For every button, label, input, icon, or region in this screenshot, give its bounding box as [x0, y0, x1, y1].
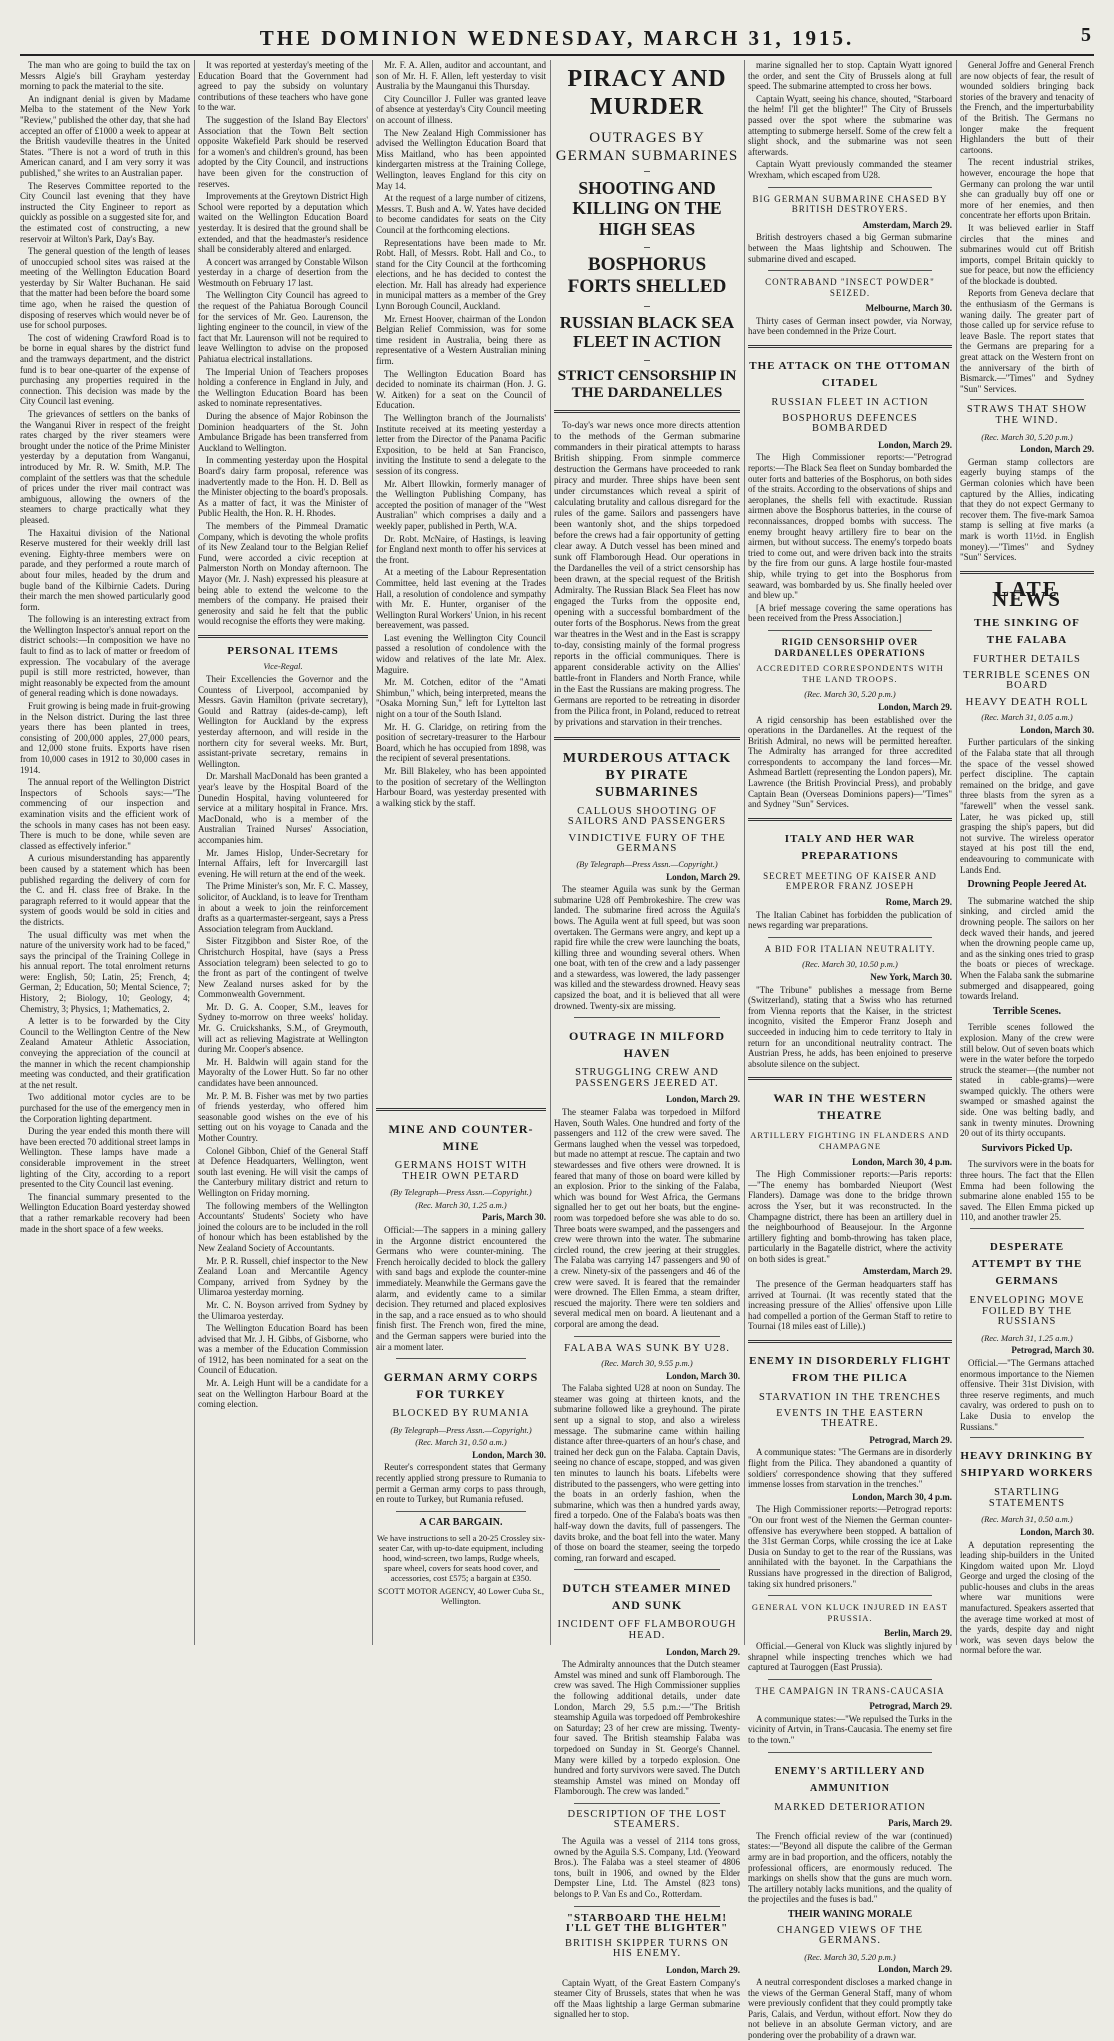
- column-divider: [956, 60, 957, 1645]
- news-paragraph: "The Tribune" publishes a message from Berne (Switzerland), stating that a Swiss who has returned from Vienna reports that the Kaiser, in the strictest incognito, visited the Emperor Franz Joseph and succeeded in inducing him to cede territory to Italy in return for an unconditional neutrality contract. The Austrian Press, he adds, has been enjoined to preserve absolute silence on the subject.: [748, 984, 952, 1069]
- divider: [748, 1077, 952, 1080]
- news-paragraph: Fruit growing is being made in fruit-growing in the Nelson district. During the last three years there has been planted in trees, consisting of 200,000 apples, 27,000 pears, and 12,000 stone fruits. Exports have risen from 10,000 cases in 1912 to 30,000 cases in 1914.: [20, 701, 190, 775]
- dateline: Petrograd, March 30.: [1011, 1345, 1094, 1356]
- received-line: (Rec. March 31, 0.50 a.m.): [415, 1437, 507, 1448]
- news-paragraph: A neutral correspondent discloses a marked change in the views of the German General Staff, many of whom were previously confident that they could promptly take Paris, Calais, and Verdun, without effort. Now they do not believe in an absolute German victory, and are pondering over the probability of a drawn war.: [748, 1976, 952, 2040]
- dateline: London, March 30.: [1020, 724, 1094, 735]
- news-paragraph: Mr. F. A. Allen, auditor and accountant, and son of Mr. H. F. Allen, left yesterday to visit Australia by the Maunganui this Thursday.: [376, 60, 546, 92]
- news-paragraph: Thirty cases of German insect powder, via Norway, have been condemned in the Prize Court.: [748, 315, 952, 337]
- divider: [574, 1803, 720, 1804]
- turkey-headline: GERMAN ARMY CORPS FOR TURKEY: [383, 1370, 539, 1402]
- dateline: Amsterdam, March 29.: [862, 219, 952, 230]
- story-headline: BIG GERMAN SUBMARINE CHASED BY BRITISH DESTROYERS.: [752, 193, 948, 215]
- news-paragraph: Their Excellencies the Governor and the Countess of Liverpool, accompanied by Messrs. Gavin Hamilton (private secretary), Gould and Rattray (aides-de-camp), left Wellington for Auckland by the express yesterday afternoon, and will reside in the northern city for several weeks. Mr. Burt, assistant-private secretary, remains in Wellington.: [198, 674, 368, 769]
- news-paragraph: A curious misunderstanding has apparently been caused by a statement which has been published regarding the delivery of corn for the C. and H. class free of Brake. In the paragraph referred to it would appear that the system of goods would be sold in cities and the districts.: [20, 853, 190, 927]
- story-subheadline: EVENTS IN THE EASTERN THEATRE.: [776, 1407, 924, 1430]
- news-paragraph: Mr. H. G. Claridge, on retiring from the position of secretary-treasurer to the Harbour Board, which he has occupied from 1898, was the recipient of several presentations.: [376, 721, 546, 764]
- subsection-heading: Drowning People Jeered At.: [967, 879, 1087, 891]
- dateline: London, March 30, 4 p.m.: [852, 1156, 952, 1167]
- news-paragraph: Mr. A. Leigh Hunt will be a candidate for a seat on the Wellington Harbour Board at the coming election.: [198, 1378, 368, 1410]
- story-headline: THE ATTACK ON THE OTTOMAN CITADEL: [749, 360, 951, 390]
- news-paragraph: The man who are going to build the tax on Messrs Algie's bill Grayham yesterday morning to pack the material to the site.: [20, 60, 190, 92]
- news-paragraph: Mr. P. R. Russell, chief inspector to the New Zealand Loan and Mercantile Agency Company, arrived from Sydney by the Ulimaroa yesterday morning.: [198, 1255, 368, 1298]
- story-subheadline: CALLOUS SHOOTING OF SAILORS AND PASSENGERS: [567, 805, 727, 828]
- news-paragraph: Sister Fitzgibbon and Sister Roe, of the Christchurch Hospital, have (says a Press Association telegram) been selected to go to the front as part of the contingent of twelve New Zealand nurses asked for by the Commonwealth Government.: [198, 936, 368, 1000]
- story-subheadline: SECRET MEETING OF KAISER AND EMPEROR FRANZ JOSEPH: [763, 870, 937, 892]
- news-paragraph: The suggestion of the Island Bay Electors' Association that the Town Belt section opposite Wakefield Park should be reserved for a women's and children's ground, has been adopted by the City Council, and instructions have been given for the construction of reserves.: [198, 114, 368, 189]
- received-line: (Rec. March 31, 1.25 a.m.): [981, 1332, 1073, 1343]
- dateline: Berlin, March 29.: [884, 1628, 952, 1639]
- divider: [768, 630, 932, 631]
- news-paragraph: The steamer Aguila was sunk by the German submarine U28 off Pembrokeshire. The crew was landed. The submarine fired across the Aguila's bows. The Aguila went at full speed, but was soon overtaken. The Germans were angry, and kept up a rapid fire while the crew were launching the boats, killing three and wounding several others. When one boat, with ten of the crew and a lady passenger and a stewardess, was lowered, the lady passenger was killed and the stewardess drowned. Heavy seas capsized the boat, and it is believed that all were drowned. Twenty-six are missing.: [554, 884, 740, 1011]
- news-paragraph: The High Commissioner reports:—Paris reports:—"The enemy has bombarded Nieuport (West Flanders). Damage was done to the bridge thrown across the Yser, but it was reconstructed. In the Champagne district, there has been an artillery duel in the neighbourhood of Beausejour. In the Argonne artillery fighting and bomb-throwing has taken place, particularly in the Bagatelle district, where the activity on both sides is great.": [748, 1169, 952, 1264]
- credit-line: (By Telegraph—Press Assn.—Copyright.): [576, 858, 718, 869]
- story-subheadline: RUSSIAN FLEET IN ACTION: [771, 397, 929, 409]
- dateline: Melbourne, March 30.: [865, 303, 952, 314]
- dateline: London, March 30, 4 p.m.: [852, 1491, 952, 1502]
- news-paragraph: An indignant denial is given by Madame Melba to the statement of the New York "Review," published the other day, that she had accepted an offer of £1000 a week to appear at the British vaudeville theatres in the United States. "There is not a word of truth in this American canard, and I am very sorry it was published," she writes to an Australian paper.: [20, 93, 190, 178]
- story-headline: OUTRAGE IN MILFORD HAVEN: [568, 1029, 725, 1061]
- dateline: London, March 29.: [878, 1964, 952, 1975]
- news-paragraph: The Wellington City Council has agreed to the request of the Pahiatua Borough Council for the services of Mr. Geo. Laurenson, the lighting engineer to the council, in view of the fact that Mr. Laurenson will not be required to leave Wellington to advise on the proposed Pahiatua electrical installations.: [198, 290, 368, 365]
- news-paragraph: Mr. M. Cotchen, editor of the "Amati Shimbun," which, being interpreted, means the "Osaka Morning Sun," left for Lyttelton last night on a tour of the South Island.: [376, 677, 546, 720]
- section-rule: [198, 635, 368, 638]
- section-rule: [376, 1108, 546, 1111]
- received-line: (Rec. March 31, 0.50 a.m.): [981, 1514, 1073, 1525]
- dateline: London, March 29.: [666, 1094, 740, 1105]
- news-paragraph: The Italian Cabinet has forbidden the publication of news regarding war preparations.: [748, 909, 952, 931]
- news-paragraph: Mr. Ernest Hoover, chairman of the London Belgian Relief Commission, was for some time resident in Australia, being there as representative of a Western Australian mining firm.: [376, 313, 546, 367]
- headline-deck: RUSSIAN BLACK SEA FLEET IN ACTION: [559, 313, 735, 352]
- column-divider: [372, 60, 373, 1645]
- story-subheadline: ACCREDITED CORRESPONDENTS WITH THE LAND TROOPS.: [756, 663, 944, 684]
- mine-headline: MINE AND COUNTER-MINE: [388, 1122, 534, 1153]
- news-paragraph: City Councillor J. Fuller was granted leave of absence at yesterday's City Council meeting on account of illness.: [376, 93, 546, 125]
- turkey-subheadline: BLOCKED BY RUMANIA: [392, 1408, 530, 1420]
- news-paragraph: The High Commissioner reports:—Petrograd reports: "On our front west of the Niemen the German counter-offensive has everywhere been stopped. A battalion of the 31st German Corps, while crossing the ice at Lake Dusia on Sunday to get to the rear of the Russians, was annihilated with the bayonet. In the Carpathians the Russians have progressed in the direction of Baligrod, taking six hundred prisoners.": [748, 1504, 952, 1589]
- news-paragraph: Mr. James Hislop, Under-Secretary for Internal Affairs, left for Invercargill last evening. He will return at the end of the week.: [198, 847, 368, 879]
- subsection-label: Vice-Regal.: [263, 661, 303, 672]
- news-paragraph: Captain Wyatt, of the Great Eastern Company's steamer City of Brussels, states that when he was off the Maas lightship a large German submarine signalled her to stop.: [554, 1977, 740, 2020]
- news-paragraph: The members of the Pimmeal Dramatic Company, which is devoting the whole profits of its New Zealand tour to the Belgian Relief Fund, were accorded a civic reception at Palmerston North on Monday afternoon. The Mayor (Mr. J. Nash) expressed his pleasure at being able to extend the welcome to the members of the company. He praised their generosity and said he felt that the public would recognise the efforts they were making.: [198, 520, 368, 627]
- subsection-heading: THEIR WANING MORALE: [787, 1909, 913, 1920]
- divider: [768, 937, 932, 938]
- story-headline: THE CAMPAIGN IN TRANS-CAUCASIA: [755, 1685, 945, 1696]
- credit-line: (By Telegraph—Press Assn.—Copyright.): [390, 1424, 532, 1435]
- story-headline: ITALY AND HER WAR PREPARATIONS: [784, 832, 916, 862]
- dateline: London, March 29.: [666, 1965, 740, 1975]
- news-paragraph: The Aguila was a vessel of 2114 tons gross, owned by the Aguila S.S. Company, Ltd. (Yeoward Bros.). The Falaba was a steel steamer of 4806 tons, built in 1906, and owned by the Elder Dempster Line, Ltd. The Amstel (823 tons) belongs to P. Van Es and Co., Rotterdam.: [554, 1836, 740, 1900]
- received-line: (Rec. March 30, 1.25 a.m.): [415, 1199, 507, 1210]
- section-rule: [554, 410, 740, 413]
- news-paragraph: The general question of the length of leases of unoccupied school sites was raised at the meeting of the Wellington Education Board yesterday by Sir Walter Buchanan. He said that the matter had been before the board some time ago, when he raised the question of disposing of reserves which would never be of use for school purposes.: [20, 246, 190, 331]
- divider: [768, 1595, 932, 1596]
- divider: [748, 818, 952, 821]
- news-paragraph: Mr. Albert Illowkin, formerly manager of the Wellington Publishing Company, has accepted the position of manager of the "West Australian" which comprises a daily and a weekly paper, published in Perth, W.A.: [376, 478, 546, 531]
- section-rule: [554, 737, 740, 740]
- news-paragraph: The following members of the Wellington Accountants' Students' Society who have joined the colours are to be included in the roll of honour which has been established by the New Zealand Society of Accountants.: [198, 1200, 368, 1253]
- story-subheadline: BOSPHORUS DEFENCES BOMBARDED: [782, 412, 918, 435]
- story-subheadline: STARVATION IN THE TRENCHES: [758, 1392, 942, 1404]
- dateline: Petrograd, March 29.: [869, 1701, 952, 1712]
- story-subheadline: STARTLING STATEMENTS: [988, 1487, 1066, 1509]
- personal-items-heading: PERSONAL ITEMS: [227, 644, 339, 657]
- column-divider: [194, 60, 195, 1645]
- news-paragraph: Reports from Geneva declare that the enthusiasm of the Germans is waning daily. The greater part of those called up for service refuse to leave Basle. The report states that the Germans are preparing for a great attack on the Western front on the anniversary of the birth of Bismarck.—"Times" and Sydney "Sun" Services.: [960, 288, 1094, 394]
- divider: [644, 360, 650, 361]
- story-subheadline: FURTHER DETAILS: [973, 653, 1081, 665]
- divider: [748, 345, 952, 348]
- story-headline: WAR IN THE WESTERN THEATRE: [773, 1091, 927, 1123]
- dateline: London, March 29.: [878, 701, 952, 712]
- page-number: 5: [1081, 24, 1094, 46]
- late-news-banner: LATE NEWS: [992, 576, 1062, 612]
- divider: [644, 306, 650, 307]
- dateline: London, March 30.: [666, 1370, 740, 1381]
- masthead: [20, 26, 1094, 51]
- story-headline: A BID FOR ITALIAN NEUTRALITY.: [764, 943, 936, 954]
- lead-paragraph: To-day's war news once more directs attention to the methods of the German submarine commanders in their piratical attempts to harass British shipping. From sinmple commerce destruction the Germans have proceeded to rank piracy and murder. Three ships have been sent under circumstances which reveal a spirit of calculating brutality and callous disregard for the rules of the game. Sailors and passengers have been wantonly shot, and the ships torpedoed before the crews had a fair opportunity of getting clear away. A Dutch vessel has been mined and sunk off Flamborough Head. Our operations in the Dardanelles the veil of a strict censorship has been drawn, at the special request of the British Admiralty. The Russian Black Sea Fleet has now engaged the Turks from the opposite end, opening with a successful bombardment of the outer forts of the Bosphorus. News from the great war theatres in the West and in the East is scrappy to-day, consisting mainly of the formal progress reports in the official communiques. There is apparent considerable activity on the Allies' battle-front in Flanders and North France, while in the East the Russians are making progress. The Germans are reported to be retreating in disorder from the Pilica front, in Poland, reduced to retreat by privations and starvation in their trenches.: [554, 420, 740, 728]
- news-paragraph: Captain Wyatt previously commanded the steamer Wrexham, which escaped from U28.: [748, 159, 952, 180]
- news-paragraph: Official:—The sappers in a mining gallery in the Argonne district encountered the Germans who were counter-mining. The French heroically decided to block the gallery with sand bags and explode the counter-mine immediately. Meanwhile the Germans gave the alarm, and evidently came to a similar decision. They returned and placed explosives in the sap, and a race ensued as to who should finish first. The French won, fired the mine, and the German sappers were buried into the air a moment later.: [376, 1224, 546, 1352]
- news-paragraph: The recent industrial strikes, however, encourage the hope that Germany can prolong the war until she can gradually buy off one or more of her enemies, and then concentrate her efforts upon Britain.: [960, 157, 1094, 221]
- story-headline: CONTRABAND "INSECT POWDER" SEIZED.: [765, 277, 935, 298]
- news-paragraph: A rigid censorship has been established over the operations in the Dardanelles. At the request of the British Admiral, no news will be permitted hereafter. The Admiralty has arranged for three accredited correspondents to accompany the land forces—Mr. Ashmead Bartlett (representing the London papers), Mr. Lawrence (the British Provincial Press), and probably Captain Bean (Overseas Dominions papers)—"Times" and Sydney "Sun" Services.: [748, 714, 952, 810]
- news-paragraph: Dr. Robt. McNaire, of Hastings, is leaving for England next month to offer his services at the front.: [376, 533, 546, 565]
- divider: [768, 1752, 932, 1753]
- dateline: London, March 30.: [472, 1449, 546, 1460]
- divider: [396, 1358, 526, 1359]
- dateline: London, March 29.: [878, 439, 952, 450]
- column-2: [198, 60, 368, 1645]
- story-headline: MURDEROUS ATTACK BY PIRATE SUBMARINES: [562, 750, 732, 800]
- story-headline: THE SINKING OF THE FALABA: [974, 616, 1080, 646]
- news-paragraph: The New Zealand High Commissioner has advised the Wellington Education Board that Miss Maitland, who has been appointed kindergarten mistress at the Training College, Wellington, leaves England for this city on May 14.: [376, 127, 546, 191]
- headline-deck: BOSPHORUS FORTS SHELLED: [567, 253, 727, 297]
- received-line: (Rec. March 30, 5.20 p.m.): [981, 431, 1073, 442]
- news-paragraph: Mr. C. N. Boyson arrived from Sydney by the Ulimaroa yesterday.: [198, 1299, 368, 1321]
- story-headline: ENEMY'S ARTILLERY AND AMMUNITION: [774, 1765, 926, 1794]
- masthead-rule: [20, 54, 1094, 56]
- divider: [970, 1228, 1084, 1229]
- advert-headline: A CAR BARGAIN.: [419, 1516, 503, 1528]
- divider: [768, 187, 932, 188]
- divider: [768, 1679, 932, 1680]
- news-paragraph: The survivors were in the boats for three hours. The fact that the Ellen Emma had been following the submarine alone enabled 155 to be saved. The Ellen Emma picked up 110, and another trawler 25.: [960, 1159, 1094, 1223]
- story-subheadline: BRITISH SKIPPER TURNS ON HIS ENEMY.: [564, 1937, 730, 1960]
- news-paragraph: The usual difficulty was met when the nature of the university work had to be faced," says the principal of the Training College in his annual report. The total enrolment returns were: English, 50; Latin, 25; French, 4; German, 2; Education, 50; Mental Science, 7; History, 2; Biology, 10; Geology, 4; Chemistry, 3; Physics, 1; Mathematics, 2.: [20, 929, 190, 1014]
- news-paragraph: Dr. Marshall MacDonald has been granted a year's leave by the Hospital Board of the Dunedin Hospital, having volunteered for service at a military hospital in France. Mrs. MacDonald, who is a member of the Australian Trained Nurses' Association, accompanies him.: [198, 771, 368, 845]
- news-paragraph: The Imperial Union of Teachers proposes holding a conference in England in July, and the Wellington Education Board has been asked to nominate representatives.: [198, 366, 368, 409]
- column-divider: [744, 60, 745, 1645]
- divider: [768, 270, 932, 271]
- news-paragraph: The Falaba sighted U28 at noon on Sunday. The steamer was going at thirteen knots, and the submarine followed like a greyhound. The pirate sent up a signal to stop, and also a wireless message. The submarine came within hailing distance after three-quarters of an hour's chase, and trained her deck gun on the Falaba. Captain Davis, seeing no chance of escape, stopped, and was given ten minutes to launch his boats. Lifebelts were distributed to the passengers, who were getting into the boats in an orderly fashion, when the submarine, which was then a hundred yards away, fired a torpedo. One of the Falaba's boats was then half-way down the davits, full of passengers. The davits broke, and the boat fell into the water. Many of those on board the steamer, seeing the torpedo coming, ran forward and escaped.: [554, 1383, 740, 1563]
- news-paragraph: Last evening the Wellington City Council passed a resolution of condolence with the widow and relatives of the late Mr. Alex. Maguire.: [376, 632, 546, 675]
- divider: [970, 1437, 1084, 1438]
- news-paragraph: At a meeting of the Labour Representation Committee, held last evening at the Trades Hall, a resolution of condolence and sympathy with Mr. E. Hunter, organiser of the Wellington Rural Workers' Union, in his recent bereavement, was passed.: [376, 567, 546, 631]
- main-headline: PIRACY AND MURDER: [567, 66, 727, 120]
- news-paragraph: Mr. D. G. A. Cooper, S.M., leaves for Sydney to-morrow on three weeks' holiday. Mr. G. Cruickshanks, S.M., of Greymouth, will act as relieving Magistrate at Wellington during Mr. Cooper's absence.: [198, 1001, 368, 1055]
- story-subheadline: MARKED DETERIORATION: [774, 1801, 926, 1813]
- news-paragraph: A concert was arranged by Constable Wilson yesterday in a charge of desertion from the Westmouth on February 17 last.: [198, 256, 368, 288]
- news-paragraph: During the year ended this month there will have been erected 70 additional street lamps in Wellington. These lamps have made a considerable improvement in the street lighting of the City, according to a report presented to the City Council last evening.: [20, 1126, 190, 1190]
- news-paragraph: The annual report of the Wellington District Inspectors of Schools says:—"The commencing of our inspection and examination visits and the efficient work of the schools in many cases has not been easy. There is much to be done, while seven are classed as effectively inferior.": [20, 777, 190, 851]
- story-subheadline: CHANGED VIEWS OF THE GERMANS.: [777, 1924, 923, 1947]
- story-subheadline: STRUGGLING CREW AND PASSENGERS JEERED AT.: [575, 1067, 719, 1089]
- news-paragraph: Reuter's correspondent states that Germany recently applied strong pressure to Rumania to permit a German army corps to pass through, en route to Turkey, but Rumania refused.: [376, 1462, 546, 1505]
- news-paragraph: Representations have been made to Mr. Robt. Hall, of Messrs. Robt. Hall and Co., to stand for the City Council at the forthcoming elections, and he has decided to contest the election. Mr. Hall has already had experience in municipal matters as a member of the Grey Lynn Borough Council, Auckland.: [376, 237, 546, 312]
- subsection-heading: Terrible Scenes.: [993, 1005, 1061, 1017]
- received-line: (Rec. March 30, 5.20 p.m.): [804, 689, 896, 700]
- column-divider: [550, 60, 551, 1645]
- dateline: London, March 30.: [1020, 1526, 1094, 1537]
- column-3: [376, 60, 546, 1645]
- received-line: (Rec. March 30, 9.55 p.m.): [601, 1358, 693, 1369]
- story-headline: DESCRIPTION OF THE LOST STEAMERS.: [567, 1808, 727, 1831]
- news-paragraph: A communique states:—"We repulsed the Turks in the vicinity of Artvin, in Trans-Caucasia. The enemy set fire to the town.": [748, 1713, 952, 1746]
- news-paragraph: A letter is to be forwarded by the City Council to the Wellington Centre of the New Zealand Amateur Athletic Association, conveying the appreciation of the council at the manner in which the recent championship meeting was conducted, and their gratification at the net result.: [20, 1016, 190, 1090]
- news-paragraph: Improvements at the Greytown District High School were reported by a deputation which waited on the Wellington Education Board yesterday. It is desired that the ground shall be extended, and that the headmaster's residence shall be considerably altered and enlarged.: [198, 191, 368, 255]
- dateline: Petrograd, March 29.: [869, 1434, 952, 1445]
- dateline: London, March 29.: [666, 871, 740, 882]
- news-paragraph: Further particulars of the sinking of the Falaba state that all through the space of the vessel showed perfect discipline. The captain remained on the bridge, and gave three blasts from the syren as a "farewell" when the vessel sank. Later, he was picked up, still grasping the ship's papers, but did not survive. The wireless operator stayed at his post till the end, endeavouring to communicate with Lands End.: [960, 737, 1094, 875]
- advert-signature: SCOTT MOTOR AGENCY, 40 Lower Cuba St., Wellington.: [378, 1586, 544, 1607]
- news-paragraph: [A brief message covering the same operations has been received from the Press Association.]: [748, 602, 952, 624]
- story-subheadline: ENVELOPING MOVE FOILED BY THE RUSSIANS: [969, 1295, 1085, 1328]
- story-headline: ENEMY IN DISORDERLY FLIGHT FROM THE PILICA: [749, 1355, 951, 1385]
- column-5: [748, 60, 952, 2040]
- news-paragraph: In commenting yesterday upon the Hospital Board's dairy farm proposal, reference was inadvertently made to the Hon. H. D. Bell as the Minister objecting to the board's proposals. As a matter of fact, it was the Minister of Public Health, the Hon. R. H. Rhodes.: [198, 455, 368, 519]
- news-paragraph: During the absence of Major Robinson the Dominion headquarters of the St. John Ambulance Brigade has been transferred from Auckland to Wellington.: [198, 411, 368, 453]
- subsection-heading: Survivors Picked Up.: [981, 1142, 1073, 1154]
- received-line: (Rec. March 30, 10.50 p.m.): [802, 959, 898, 970]
- divider: [574, 1017, 720, 1018]
- story-headline: DESPERATE ATTEMPT BY THE GERMANS: [971, 1241, 1083, 1287]
- advert-body: We have instructions to sell a 20-25 Crossley six-seater Car, with up-to-date equipment, including hood, wind-screen, two lamps, Rudge wheels, spare wheel, covers for seats hood cover, and accessories, cost £575; a bargain at £350.: [376, 1533, 546, 1584]
- news-paragraph: The French official review of the war (continued) states:—"Beyond all dispute the calibre of the German army are in bad proportion, and the officers, notably the professional officers, are enormously reduced. The markings on shells show that the guns are much worn. The artillery notably lacks munitions, and the quality of the projectiles and the fuses is bad.": [748, 1830, 952, 1905]
- dateline: Paris, March 30.: [482, 1212, 546, 1223]
- news-paragraph: The Wellington branch of the Journalists' Institute received at its meeting yesterday a letter from the Director of the Panama Pacific Exposition, to be held at San Francisco, inviting the Institute to send a delegate to the session of its congress.: [376, 413, 546, 476]
- story-subheadline: TERRIBLE SCENES ON BOARD: [963, 669, 1091, 692]
- mine-subheadline: GERMANS HOIST WITH THEIR OWN PETARD: [394, 1160, 528, 1182]
- news-paragraph: The Wellington Education Board has decided to nominate its chairman (Hon. J. G. W. Aitken) for a seat on the Council of Education.: [376, 368, 546, 411]
- news-paragraph: Two additional motor cycles are to be purchased for the use of the emergency men in the Corporation lighting department.: [20, 1092, 190, 1124]
- news-paragraph: The presence of the German headquarters staff has arrived at Tournai. (It was recently stated that the increasing pressure of the Allies' offensive upon Lille had compelled a portion of the German Staff to retire to Tournai (18 miles east of Lille).): [748, 1279, 952, 1332]
- news-paragraph: The High Commissioner reports:—"Petrograd reports:—The Black Sea fleet on Sunday bombarded the outer forts and batteries of the Bosphorus, on both sides of the straits. According to the observations of ships and aeroplanes, the shells fell with exactitude. Russian airmen above the Bosphorus batteries, in the course of reconnaissances, dropped bombs with success. The enemy brought heavy artillery fire to bear on the airmen, but without success. The enemy's torpedo boats tried to come out, and were driven back into the straits by the fire from our guns. A large hostile four-masted ship, while trying to get into the Bosphorus from seaward, was bombarded by us. She finally heeled over and blew up.": [748, 452, 952, 601]
- story-subheadline: ARTILLERY FIGHTING IN FLANDERS AND CHAMPAGNE: [750, 1130, 950, 1151]
- news-paragraph: Captain Wyatt, seeing his chance, shouted, "Starboard the helm! I'll get the blighter!" The City of Brussels passed over the spot where the submarine was attempting to submerge herself. Some of the crew felt a slight shock, and the submarine was not seen afterwards.: [748, 93, 952, 157]
- divider: [574, 1336, 720, 1337]
- column-1: [20, 60, 190, 1645]
- news-paragraph: General Joffre and General French are now objects of fear, the result of wounded soldiers bringing back stories of the bravery and tenacity of the French, and the imperturbability of the British. The Germans no longer make the frequent Highlanders the butt of their cartoons.: [960, 60, 1094, 155]
- news-paragraph: At the request of a large number of citizens, Messrs. T. Bush and A. W. Yates have decided to become candidates for seats on the City Council at the forthcoming elections.: [376, 193, 546, 235]
- headline-deck: STRICT CENSORSHIP IN THE DARDANELLES: [557, 366, 737, 402]
- news-paragraph: Mr. Bill Blakeley, who has been appointed to the position of secretary of the Wellington Harbour Board, was yesterday presented with a walking stick by the staff.: [376, 766, 546, 808]
- news-paragraph: The grievances of settlers on the banks of the Wanganui River in respect of the freight rates charged by the river steamers were brought under the notice of the Prime Minister yesterday by a deputation from Wanganui, introduced by Mr. R. W. Smith, M.P. The complaint of the settlers was that the schedule of prices under the river mail contract was ambiguous, allowing the owners of the steamers to charge practically what they pleased.: [20, 409, 190, 525]
- received-line: (Rec. March 30, 5.20 p.m.): [804, 1951, 896, 1962]
- news-paragraph: German stamp collectors are eagerly buying stamps of the German colonies which have been captured by the Allies, indicating that they do not expect Germany to recover them. The five-mark Samoa stamp is selling at five marks (a mark is worth 11½d. in English money).—"Times" and Sydney "Sun" Services.: [960, 456, 1094, 563]
- masthead-title: THE DOMINION WEDNESDAY, MARCH 31, 1915.: [259, 26, 855, 50]
- news-paragraph: The financial summary presented to the Wellington Education Board yesterday showed that a rather remarkable recovery had been made in the short space of a few weeks.: [20, 1191, 190, 1234]
- dateline: Paris, March 29.: [888, 1818, 952, 1829]
- divider: [574, 1569, 720, 1570]
- news-paragraph: The Haxaitui division of the National Reserve mustered for their weekly drill last evening. Eighty-three members were on parade, and they performed a route march of about four miles, headed by the drum and bugle band of the Kilbirnie Cadets. During their march the men showed particularly good form.: [20, 527, 190, 612]
- dateline: London, March 29.: [666, 1646, 740, 1657]
- story-headline: GENERAL VON KLUCK INJURED IN EAST PRUSSIA.: [751, 1602, 949, 1623]
- news-paragraph: Official.—General von Kluck was slightly injured by shrapnel while inspecting trenches which we had captured at Tauroggen (East Prussia).: [748, 1640, 952, 1673]
- headline-deck: OUTRAGES BY GERMAN SUBMARINES: [555, 130, 739, 165]
- divider: [748, 1340, 952, 1343]
- divider: [970, 399, 1084, 400]
- story-subheadline: VINDICTIVE FURY OF THE GERMANS: [568, 831, 726, 855]
- story-headline: DUTCH STEAMER MINED AND SUNK: [562, 1581, 732, 1613]
- story-headline: FALABA WAS SUNK BY U28.: [563, 1341, 731, 1354]
- story-headline: STRAWS THAT SHOW THE WIND.: [966, 404, 1088, 426]
- news-paragraph: Mr. H. Baldwin will again stand for the Mayoralty of the Lower Hutt. So far no other candidates have been announced.: [198, 1056, 368, 1089]
- column-3-notes: [376, 60, 546, 1100]
- news-paragraph: marine signalled her to stop. Captain Wyatt ignored the order, and sent the City of Brussels along at full speed. The submarine attempted to cross her bows.: [748, 60, 952, 92]
- section-rule: [960, 571, 1094, 574]
- dateline: Amsterdam, March 29.: [862, 1266, 952, 1277]
- dateline: New York, March 30.: [870, 972, 952, 982]
- news-paragraph: A deputation representing the leading ship-builders in the United Kingdom waited upon Mr. Lloyd George and urged the closing of the public-houses and clubs in the areas where war munitions were manufactured. Speakers asserted that the average time worked at most of the yards, despite day and night work, was seven days below the normal before the war.: [960, 1539, 1094, 1656]
- news-paragraph: The Wellington Education Board has been advised that Mr. J. H. Gibbs, of Gisborne, who was a member of the Education Commission of 1912, has been nominated for a seat on the Council of Education.: [198, 1323, 368, 1376]
- news-paragraph: Terrible scenes followed the explosion. Many of the crew were still below. Out of seven boats which were in the water before the torpedo struck the steamer—(the number not stated in cable-grams)—were swamped quickly. The others were swamped or smashed against the side. One was belting badly, and sank in twenty minutes. Drowning 20 out of its thirty occupants.: [960, 1022, 1094, 1139]
- news-paragraph: British destroyers chased a big German submarine between the Maas lightship and Schouwen. The submarine dived and escaped.: [748, 232, 952, 264]
- headline-deck: SHOOTING AND KILLING ON THE HIGH SEAS: [572, 178, 722, 239]
- news-paragraph: The cost of widening Crawford Road is to be borne in equal shares by the district fund and the tramways department, and the district fund is to bear one-quarter of the expense of purchasing any properties required in the connection. This decision was made by the City Council last evening.: [20, 332, 190, 407]
- story-subheadline: HEAVY DEATH ROLL: [965, 695, 1089, 708]
- news-paragraph: The Reserves Committee reported to the City Council last evening that they have instructed the City Engineer to report as quickly as possible on a suggested site for, and the estimated cost of constructing, a new reservoir at Wilton's Park, Day's Bay.: [20, 180, 190, 244]
- news-paragraph: The submarine watched the ship sinking, and circled amid the drowning people. The sailors on her deck waved their hands, and jeered when the drowning people came up, and as the sinking ones tried to grasp the boats or pieces of wreckage. When the Falaba sank the submarine submerged and disappeared, going towards Ireland.: [960, 895, 1094, 1002]
- news-paragraph: Colonel Gibbon, Chief of the General Staff at Defence Headquarters, Wellington, went south last evening. He will visit the camps of the Canterbury military district and return to Wellington on Friday morning.: [198, 1145, 368, 1198]
- news-paragraph: The steamer Falaba was torpedoed in Milford Haven, South Wales. One hundred and forty of the passengers and 112 of the crew were saved. The Germans laughed when the vessel was torpedoed, but made no attempt at rescue. The captain and two stewardesses and five others were drowned. It is feared that many of those on board were killed by an explosion. Prior to the sinking of the Falaba, which was bound for West Africa, the Germans signalled her to get out her boats, but the engine-room was torpedoed before she was able to do so. Three boats were swamped, and the passengers and crew were thrown into the water. The submarine circled round, the crew jeering at their struggles. The Falaba was carrying 147 passengers and 90 of a crew. Ninety-six of the passengers and 46 of the crew were saved. It is feared that the remainder were drowned. The Ellen Emma, a steam drifter, rescued the majority. There were ten soldiers and several medical men on board. A lieutenant and a corporal are among the dead.: [554, 1107, 740, 1329]
- news-paragraph: The Admiralty announces that the Dutch steamer Amstel was mined and sunk off Flamborough. The crew was saved. The High Commissioner supplies the following additional details, under date London, March 29, 5.5 p.m.:—"The British steamship Aguila was torpedoed off Pembrokeshire on Saturday; 23 of her crew are missing. Twenty-four saved. The British steamship Falaba was torpedoed on Sunday in St. George's Channel. Many were killed by a torpedo explosion. One hundred and forty survivors were saved. The Dutch steamship Amstel was mined on Monday off Flamborough. The crew was landed.": [554, 1659, 740, 1797]
- dateline: Rome, March 29.: [885, 897, 952, 908]
- divider: [644, 171, 650, 172]
- story-headline: RIGID CENSORSHIP OVER DARDANELLES OPERATIONS: [774, 636, 926, 658]
- credit-line: (By Telegraph—Press Assn.—Copyright.): [390, 1187, 532, 1198]
- divider: [644, 247, 650, 248]
- story-headline: HEAVY DRINKING BY SHIPYARD WORKERS: [960, 1450, 1094, 1480]
- story-headline: "STARBOARD THE HELM! I'LL GET THE BLIGHTER": [565, 1911, 729, 1935]
- column-4: [554, 60, 740, 2020]
- news-paragraph: It was believed earlier in Staff circles that the mines and submarines would cut off British imports, compel Britain quickly to sue for peace, but now the efficiency of the blockade is doubted.: [960, 222, 1094, 286]
- news-paragraph: The following is an interesting extract from the Wellington Inspector's annual report on the district schools:—In composition we have no fault to find as to lack of matter or freedom of expression. The vocabulary of the average pupil is still more restricted, however, than might reasonably be expected from the amount of general reading which is done nowadays.: [20, 614, 190, 699]
- received-line: (Rec. March 31, 0.05 a.m.): [981, 712, 1073, 723]
- divider: [574, 1906, 720, 1907]
- news-paragraph: Mr. P. M. B. Fisher was met by two parties of friends yesterday, who offered him seasonable good wishes on the eve of his setting out on his voyage to Canada and the Mother Country.: [198, 1090, 368, 1143]
- story-subheadline: INCIDENT OFF FLAMBOROUGH HEAD.: [557, 1619, 737, 1641]
- column-6: [960, 60, 1094, 1656]
- divider: [396, 1511, 526, 1512]
- news-paragraph: Official.—"The Germans attached enormous importance to the Niemen offensive. Their 31st Division, with three reserve regiments, and much cavalry, was ordered to push on to Lake Dusia to envelop the Russians.": [960, 1357, 1094, 1432]
- news-paragraph: The Prime Minister's son, Mr. F. C. Massey, solicitor, of Auckland, is to leave for Trentham in about a week to join the reinforcement drafts as a quartermaster-sergeant, says a Press Association telegram from Auckland.: [198, 881, 368, 934]
- news-paragraph: A communique states: "The Germans are in disorderly flight from the Pilica. They abandoned a quantity of soldiers' correspondence showing that they suffered immense losses from starvation in the trenches.": [748, 1447, 952, 1490]
- news-paragraph: It was reported at yesterday's meeting of the Education Board that the Government had agreed to pay the subsidy on voluntary contributions of these teachers who have gone to the war.: [198, 60, 368, 113]
- dateline: London, March 29.: [1020, 444, 1094, 455]
